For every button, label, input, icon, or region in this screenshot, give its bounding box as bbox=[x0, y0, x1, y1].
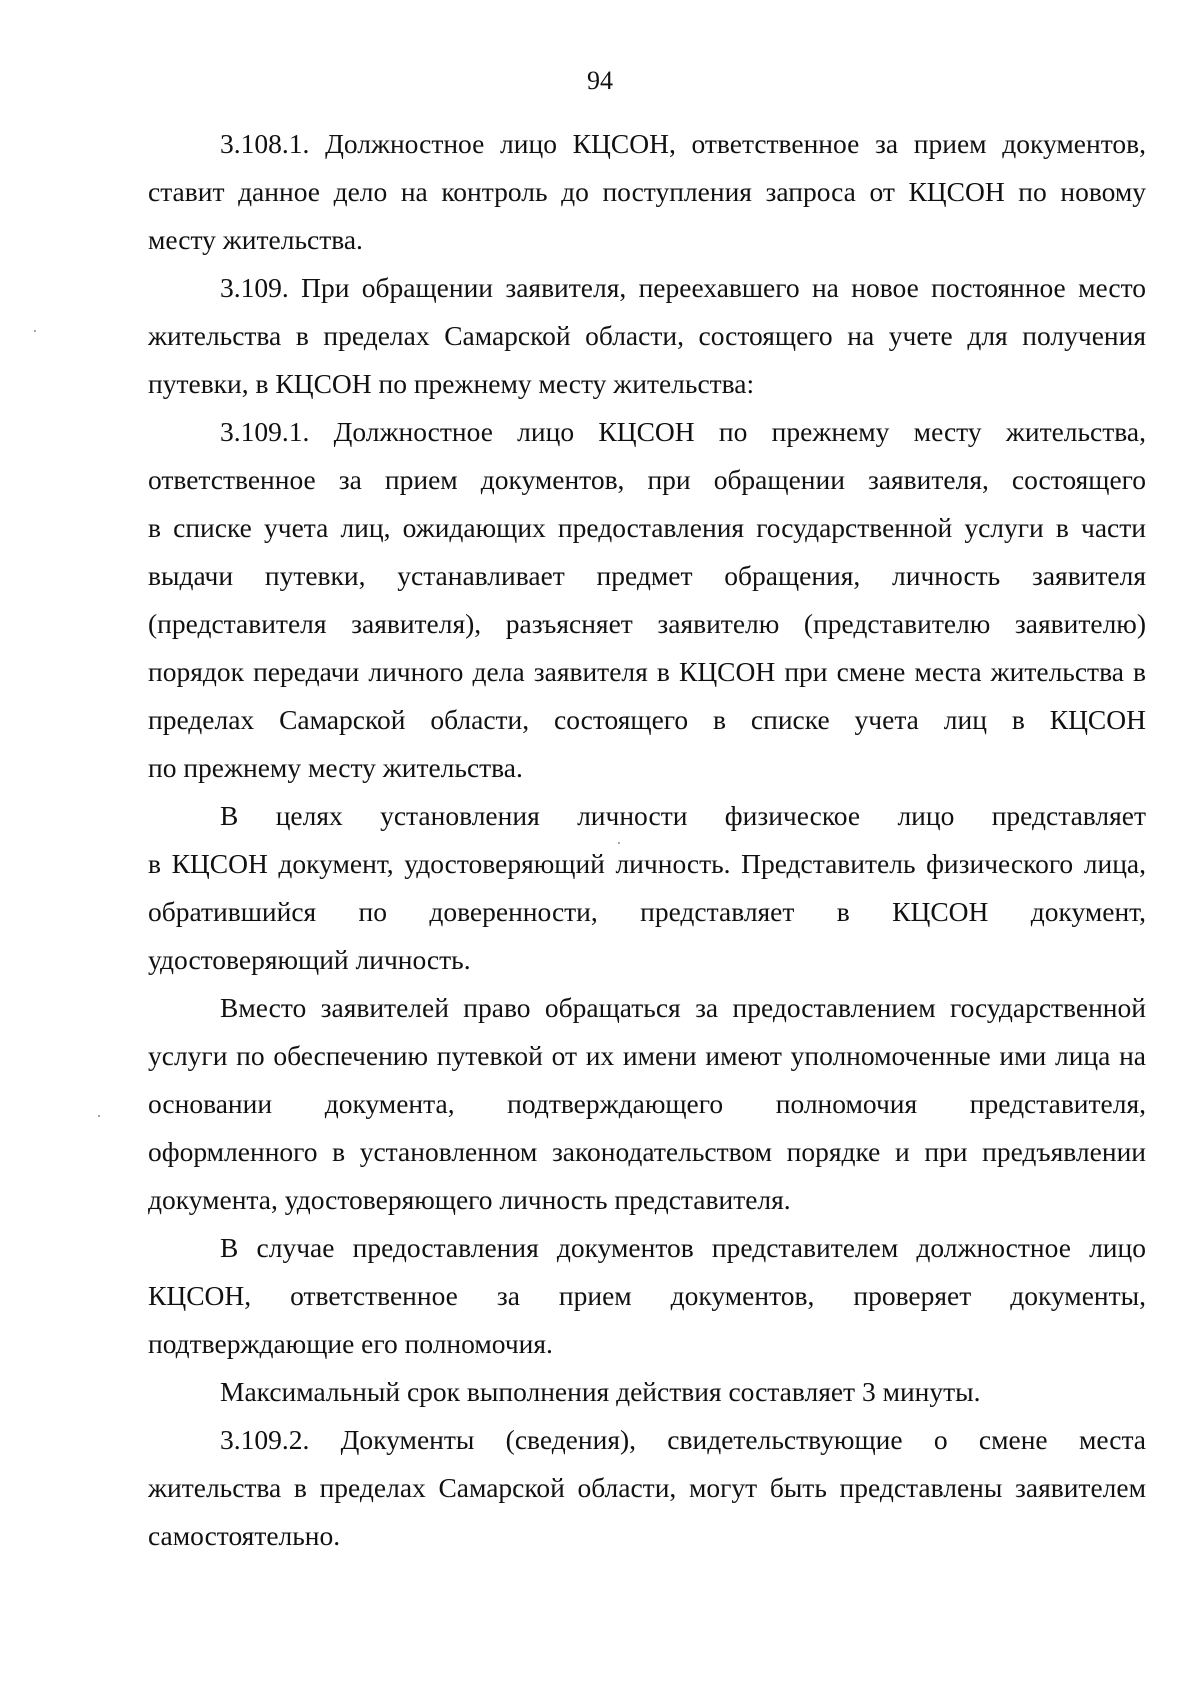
paragraph-3-109-1 bbox=[148, 408, 1146, 792]
paragraph-representatives bbox=[148, 984, 1146, 1224]
scan-speck bbox=[98, 1115, 100, 1117]
text-line: Максимальный срок выполнения действия составляет 3 минуты. bbox=[220, 1376, 981, 1407]
text-line: 3.109.2. Документы (сведения), свидетельствующие о смене места bbox=[220, 1424, 1146, 1455]
text-line: основании документа, подтверждающего полномочия представителя, bbox=[148, 1088, 1146, 1119]
paragraph-3-109 bbox=[148, 264, 1146, 408]
text-line: в списке учета лиц, ожидающих предоставления государственной услуги в части bbox=[148, 512, 1146, 543]
text-line: 3.108.1. Должностное лицо КЦСОН, ответственное за прием документов, bbox=[220, 128, 1146, 159]
text-line: самостоятельно. bbox=[148, 1520, 341, 1551]
text-line: месту жительства. bbox=[148, 224, 363, 255]
text-line: подтверждающие его полномочия. bbox=[148, 1328, 553, 1359]
text-line: по прежнему месту жительства. bbox=[148, 752, 523, 783]
paragraph-identity bbox=[148, 792, 1146, 984]
text-line: В случае предоставления документов представителем должностное лицо bbox=[220, 1232, 1146, 1263]
text-line: выдачи путевки, устанавливает предмет обращения, личность заявителя bbox=[148, 560, 1146, 591]
page-number: 94 bbox=[587, 66, 613, 95]
text-line: КЦСОН, ответственное за прием документов, проверяет документы, bbox=[148, 1280, 1146, 1311]
text-line: 3.109.1. Должностное лицо КЦСОН по прежнему месту жительства, bbox=[220, 416, 1146, 447]
text-line: удостоверяющий личность. bbox=[148, 944, 471, 975]
document-body bbox=[148, 120, 1146, 1560]
text-line: В целях установления личности физическое лицо представляет bbox=[220, 800, 1146, 831]
text-line: порядок передачи личного дела заявителя в КЦСОН при смене места жительства в bbox=[148, 656, 1146, 687]
text-line: ответственное за прием документов, при обращении заявителя, состоящего bbox=[148, 464, 1146, 495]
text-line: услуги по обеспечению путевкой от их имени имеют уполномоченные ими лица на bbox=[148, 1040, 1146, 1071]
text-line: обратившийся по доверенности, представляет в КЦСОН документ, bbox=[148, 896, 1146, 927]
text-line: путевки, в КЦСОН по прежнему месту жительства: bbox=[148, 368, 755, 399]
paragraph-max-time bbox=[148, 1368, 1146, 1416]
text-line: ставит данное дело на контроль до поступления запроса от КЦСОН по новому bbox=[148, 176, 1146, 207]
text-line: пределах Самарской области, состоящего в списке учета лиц в КЦСОН bbox=[148, 704, 1146, 735]
text-line: 3.109. При обращении заявителя, переехавшего на новое постоянное место bbox=[220, 272, 1146, 303]
paragraph-3-108-1 bbox=[148, 120, 1146, 264]
paragraph-3-109-2 bbox=[148, 1416, 1146, 1560]
text-line: документа, удостоверяющего личность представителя. bbox=[148, 1184, 791, 1215]
text-line: (представителя заявителя), разъясняет заявителю (представителю заявителю) bbox=[148, 608, 1146, 639]
scan-speck bbox=[34, 330, 36, 332]
paragraph-verification bbox=[148, 1224, 1146, 1368]
text-line: жительства в пределах Самарской области, могут быть представлены заявителем bbox=[148, 1472, 1146, 1503]
text-line: оформленного в установленном законодательством порядке и при предъявлении bbox=[148, 1136, 1146, 1167]
text-line: Вместо заявителей право обращаться за предоставлением государственной bbox=[220, 992, 1146, 1023]
text-line: в КЦСОН документ, удостоверяющий личность. Представитель физического лица, bbox=[148, 848, 1146, 879]
text-line: жительства в пределах Самарской области, состоящего на учете для получения bbox=[148, 320, 1146, 351]
